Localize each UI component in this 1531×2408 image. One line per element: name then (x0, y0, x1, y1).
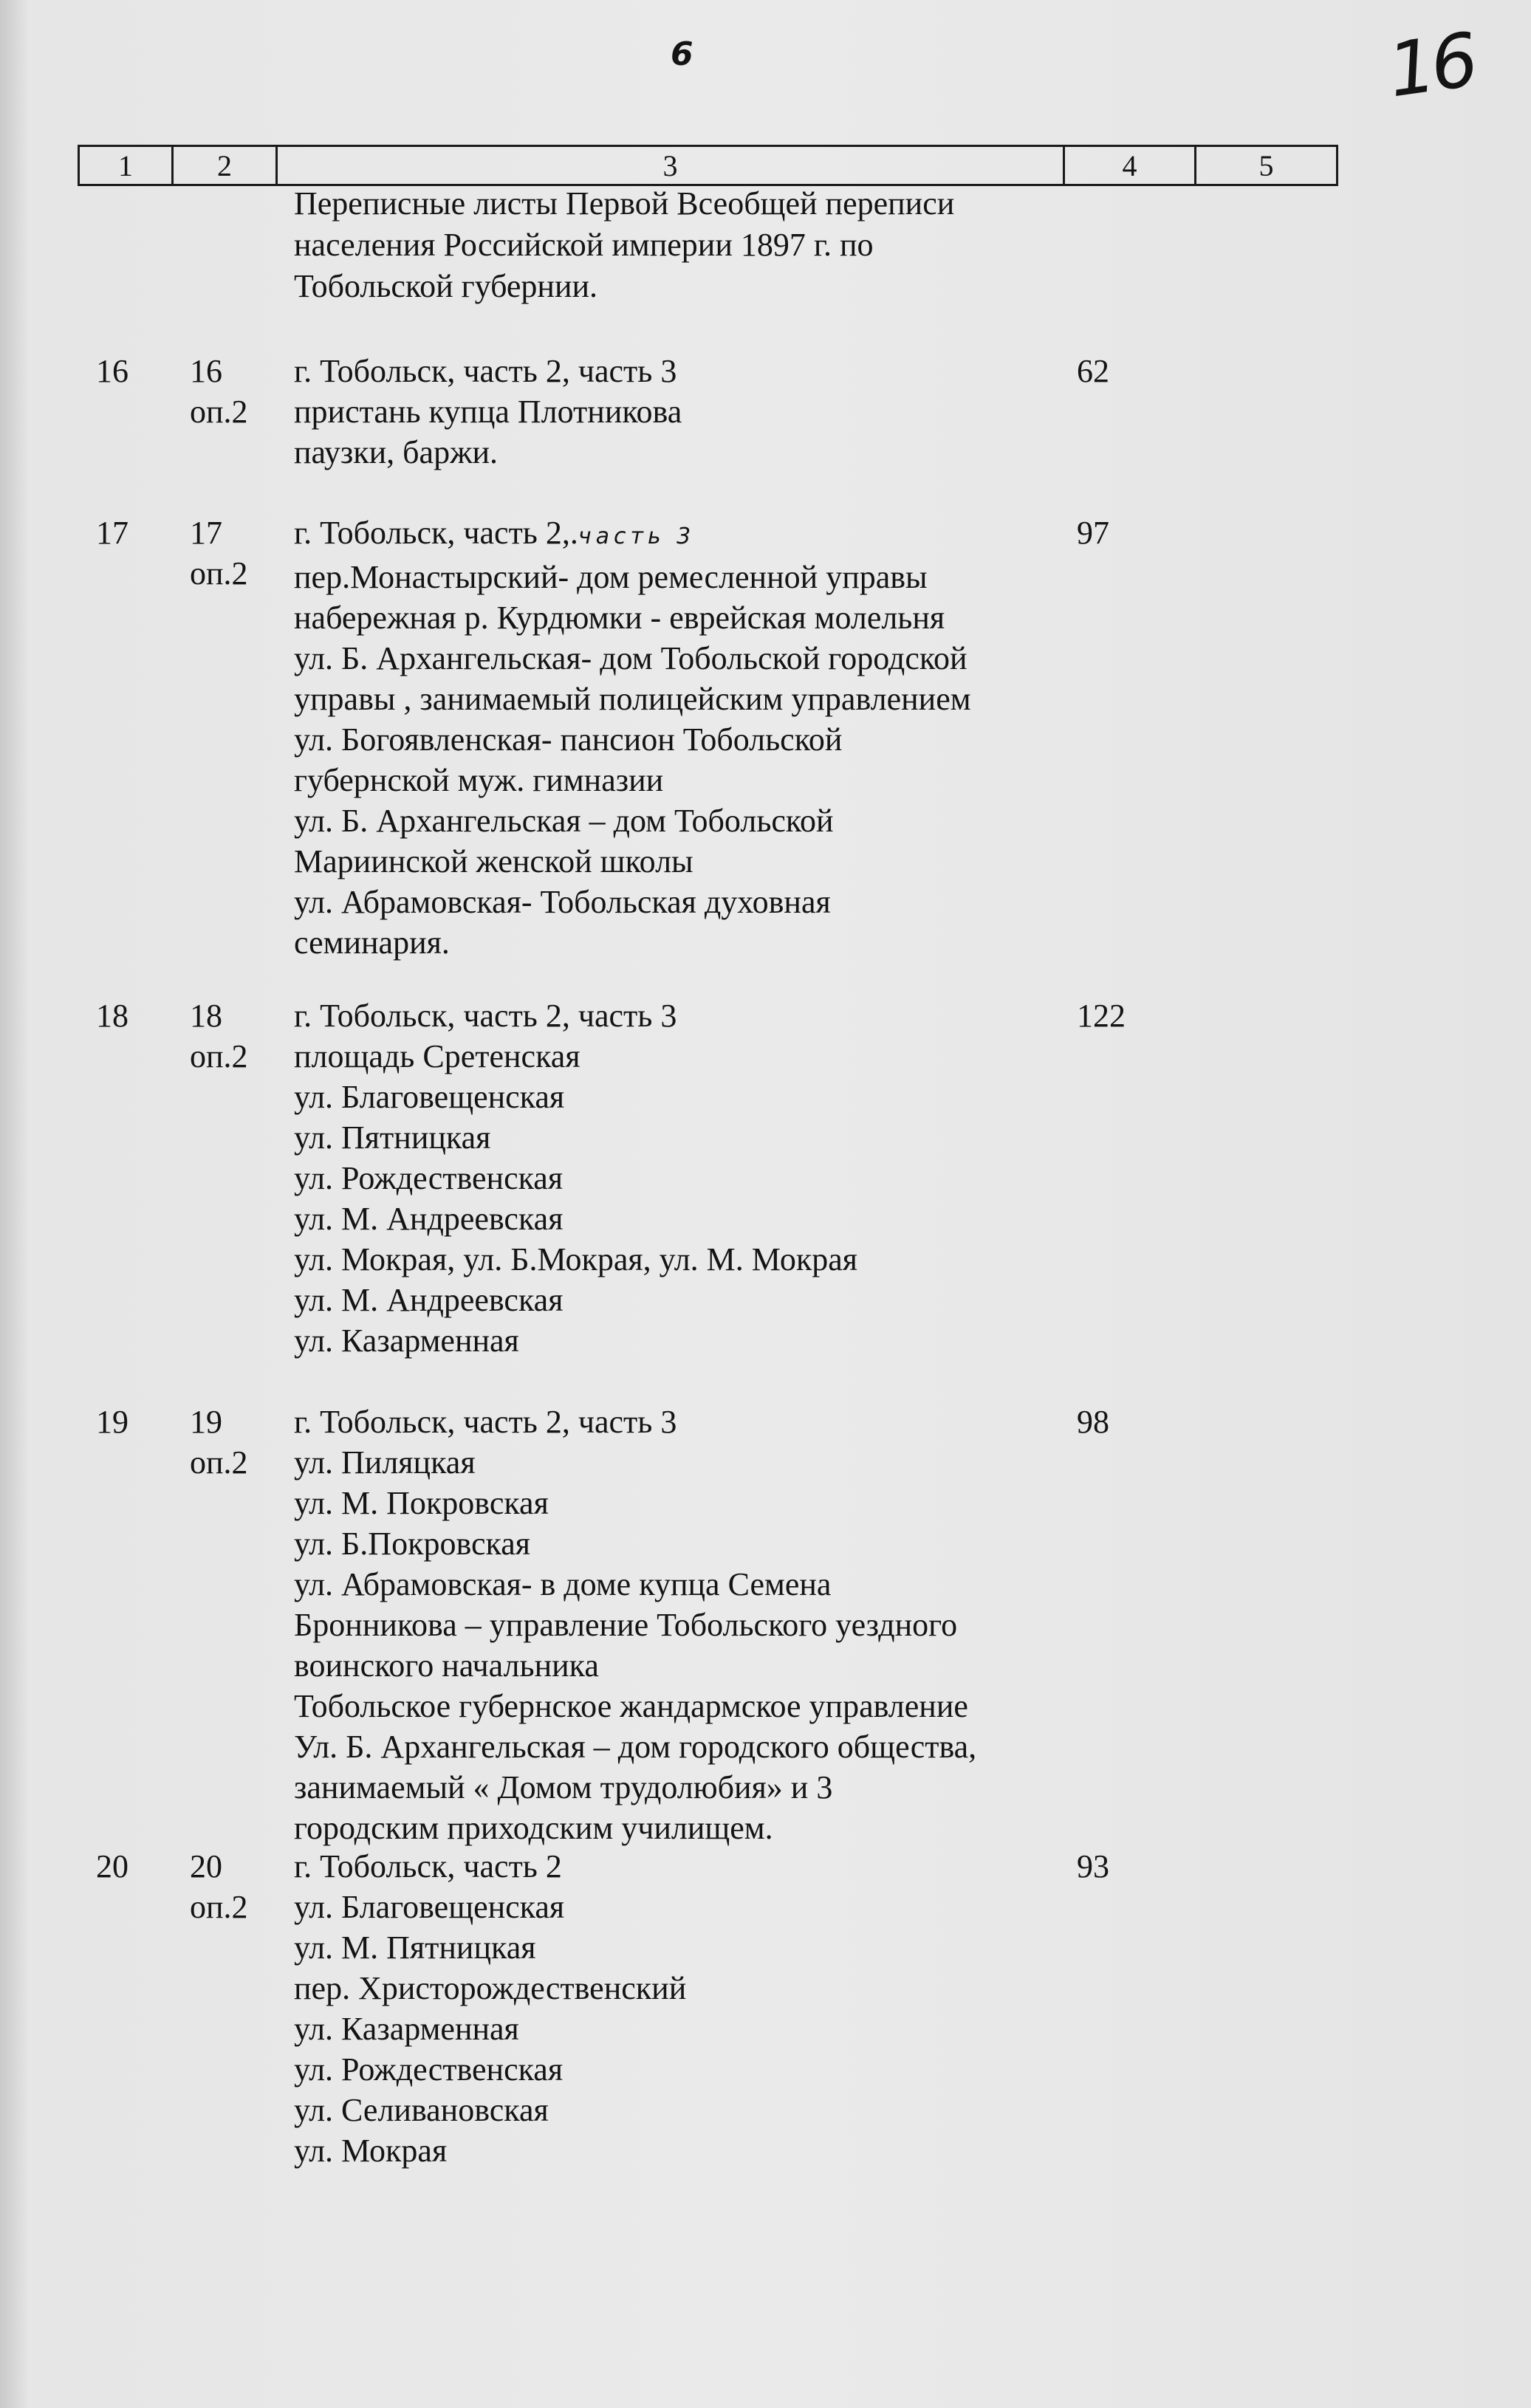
handwritten-annotation: часть 3 (578, 524, 696, 549)
record-description: г. Тобольск, часть 2, часть 3 площадь Сретенская ул. Благовещенская ул. Пятницкая ул. Рождественская ул. М. Андреевская ул. Мокрая, ул. Б.Мокрая, ул. М. Мокрая ул. М. Андреевская ул. Казарменная (294, 998, 857, 1359)
header-col-4: 4 (1065, 147, 1196, 184)
record-description: г. Тобольск, часть 2, часть 3 пристань купца Плотникова паузки, баржи. (294, 353, 682, 470)
record-number: 16 (96, 353, 129, 389)
record-first-line: г. Тобольск, часть 2,.часть 3 (294, 515, 696, 551)
sheet-count: 93 (1077, 1848, 1109, 1884)
sheet-count: 122 (1077, 998, 1126, 1034)
record-description: г. Тобольск, часть 2 ул. Благовещенская ул. М. Пятницкая пер. Христорождественский ул. Казарменная ул. Рождественская ул. Селивановская ул. Мокрая (294, 1848, 687, 2169)
file-number: 20 оп.2 (190, 1848, 248, 1925)
file-number: 18 оп.2 (190, 998, 248, 1074)
header-col-5: 5 (1258, 148, 1274, 182)
file-number: 16 оп.2 (190, 353, 248, 430)
section-title: Переписные листы Первой Всеобщей переписи населения Российской империи 1897 г. по Тобольской губернии. (294, 185, 955, 304)
sheet-count: 62 (1077, 353, 1109, 389)
header-col-3: 3 (278, 147, 1065, 184)
record-number: 19 (96, 1404, 129, 1440)
record-description: г. Тобольск, часть 2, часть 3 ул. Пиляцкая ул. М. Покровская ул. Б.Покровская ул. Абрамовская- в доме купца Семена Бронникова – управление Тобольского уездного воинского начальника Тобольское губернское жандармское управление Ул. Б. Архангельская – дом городского общества, занимаемый « Домом трудолюбия» и 3 городским приходским училищем. (294, 1404, 977, 1846)
record-number: 17 (96, 515, 129, 551)
table-header (78, 145, 1338, 186)
archive-sheet-number: 16 (1383, 16, 1479, 114)
file-number: 17 оп.2 (190, 515, 248, 591)
header-col-1: 1 (80, 147, 174, 184)
sheet-count: 98 (1077, 1404, 1109, 1440)
record-description (294, 512, 1077, 963)
record-details: пер.Монастырский- дом ремесленной управы набережная р. Курдюмки - еврейская молельня ул. Б. Архангельская- дом Тобольской городской управы , занимаемый полицейским управлением ул. Богоявленская- пансион Тобольской губернской муж. гимназии ул. Б. Архангельская – дом Тобольской Мариинской женской школы ул. Абрамовская- Тобольская духовная семинария. (294, 559, 971, 961)
record-number: 18 (96, 998, 129, 1034)
sheet-count: 97 (1077, 515, 1109, 551)
record-number: 20 (96, 1848, 129, 1884)
file-number: 19 оп.2 (190, 1404, 248, 1481)
page-number: 6 (671, 35, 693, 73)
header-col-2: 2 (174, 147, 278, 184)
